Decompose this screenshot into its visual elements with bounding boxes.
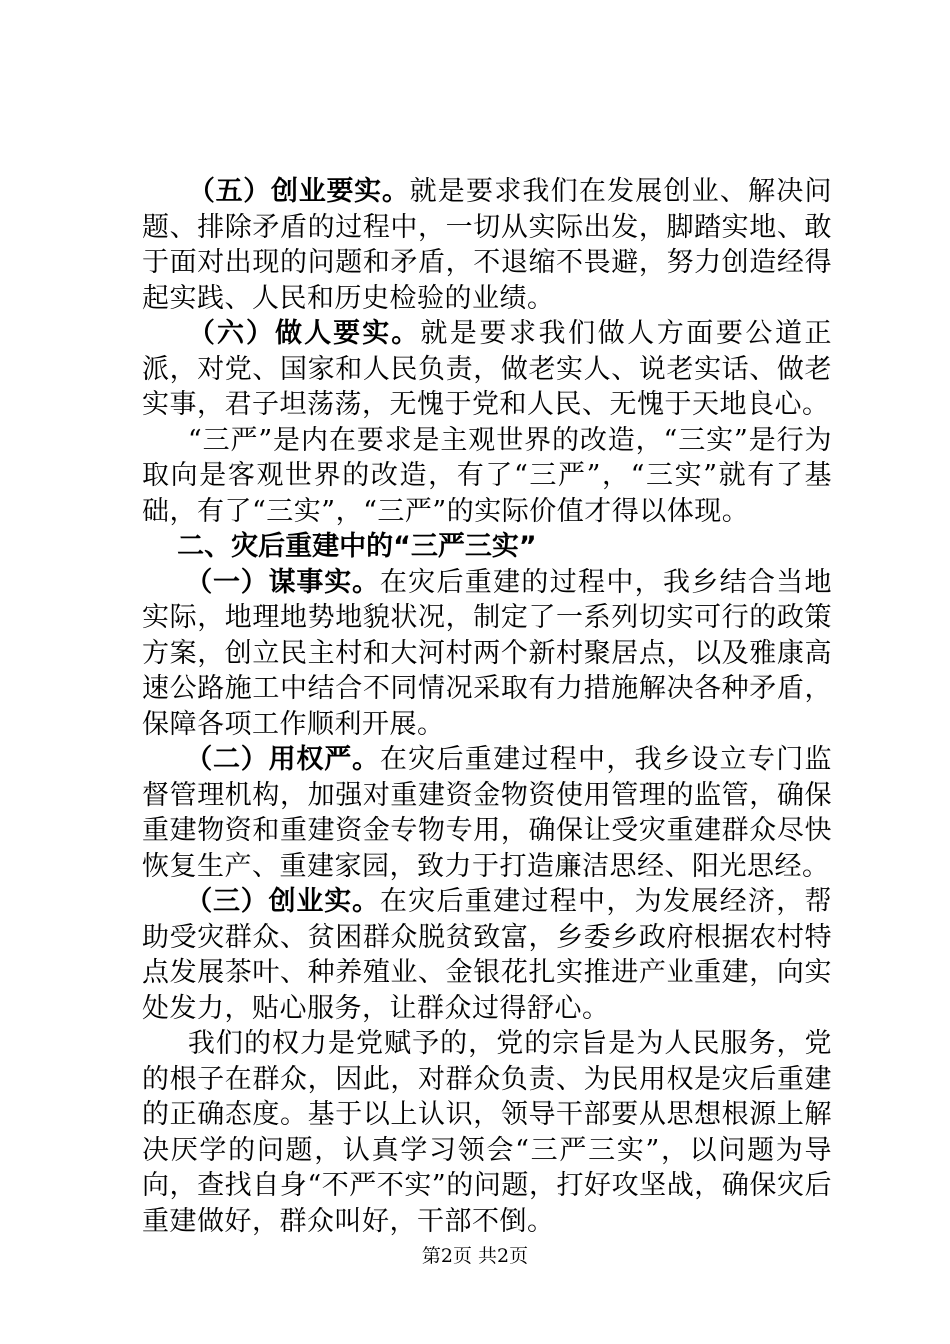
paragraph-lead: （二）用权严。 (185, 744, 380, 775)
section-heading: 二、灾后重建中的“三严三实” (177, 531, 537, 562)
paragraph-text: “三严”是内在要求是主观世界的改造，“三实”是行为取向是客观世界的改造，有了“三严”，“三实”就有了基础，有了“三实”，“三严”的实际价值才得以体现。 (142, 424, 832, 527)
paragraph-lead: （六）做人要实。 (187, 318, 421, 349)
paragraph-six (142, 316, 832, 423)
paragraph-text: 就是要求我们做人方面要公道正派，对党、国家和人民负责，做老实人、说老实话、做老实事，君子坦荡荡，无愧于党和人民、无愧于天地良心。 (142, 318, 833, 420)
paragraph-lead: （五）创业要实。 (187, 176, 410, 207)
document-body (142, 174, 832, 1239)
paragraph-three (142, 884, 832, 1026)
paragraph-text: 在灾后重建过程中，为发展经济，帮助受灾群众、贫困群众脱贫致富，乡委乡政府根据农村特点发展茶叶、种养殖业、金银花扎实推进产业重建，向实处发力，贴心服务，让群众过得舒心。 (142, 886, 833, 1024)
page-footer: 第2页 共2页 (421, 1245, 529, 1267)
paragraph-lead: （三）创业实。 (185, 886, 380, 917)
paragraph-two (142, 742, 832, 884)
paragraph-text: 我们的权力是党赋予的，党的宗旨是为人民服务，党的根子在群众，因此，对群众负责、为民用权是灾后重建的正确态度。基于以上认识，领导干部要从思想根源上解决厌学的问题，认真学习领会“三严三实”，以问题为导向，查找自身“不严不实”的问题，打好攻坚战，确保灾后重建做好，群众叫好，干部不倒。 (142, 1028, 832, 1237)
paragraph-text: 在灾后重建的过程中，我乡结合当地实际，地理地势地貌状况，制定了一系列切实可行的政策方案，创立民主村和大河村两个新村聚居点，以及雅康高速公路施工中结合不同情况采取有力措施解决各种矛盾，保障各项工作顺利开展。 (142, 566, 833, 740)
paragraph-one (142, 565, 832, 743)
paragraph-text: 就是要求我们在发展创业、解决问题、排除矛盾的过程中，一切从实际出发，脚踏实地、敢于面对出现的问题和矛盾，不退缩不畏避，努力创造经得起实践、人民和历史检验的业绩。 (142, 176, 833, 314)
paragraph-text: 在灾后重建过程中，我乡设立专门监督管理机构，加强对重建资金物资使用管理的监管，确保重建物资和重建资金专物专用，确保让受灾重建群众尽快恢复生产、重建家园，致力于打造廉洁思经、阳光思经。 (142, 744, 833, 882)
paragraph-summary (142, 423, 832, 530)
paragraph-lead: （一）谋事实。 (185, 566, 380, 598)
paragraph-conclusion (142, 1026, 832, 1239)
paragraph-five (142, 174, 832, 316)
